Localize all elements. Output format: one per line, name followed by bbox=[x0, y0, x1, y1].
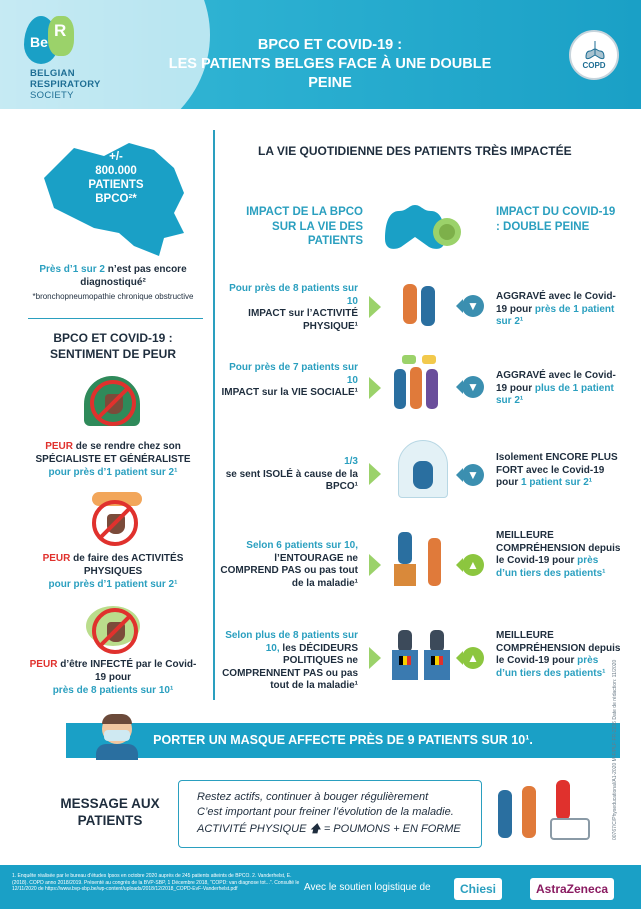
diagnosis-stat: Près d’1 sur 2 n’est pas encore diagnostiqué² bbox=[39, 264, 187, 288]
impact-row-4-right: MEILLEURE COMPRÉHENSION depuis le Covid-19 pour près d’un tiers des patients¹ bbox=[496, 530, 621, 579]
fear-infection: PEUR d’être INFECTÉ par le Covid-19 pour près de 8 patients sur 10¹ bbox=[29, 659, 197, 696]
impact-row-2-right: AGGRAVÉ avec le Covid-19 pour plus de 1 patient sur 2¹ bbox=[496, 370, 616, 406]
thumbs-up-icon: ▲ bbox=[462, 647, 484, 669]
legal-code: 00767/C/Physeducational/A1-2020 M-F/PLF FR-2236 Date de rédaction: 11/2020 bbox=[612, 659, 618, 840]
fear-specialist: PEUR de se rendre chez son SPÉCIALISTE ET GÉNÉRALISTE pour près d’1 patient sur 2¹ bbox=[35, 441, 191, 478]
thumbs-down-icon: ▼ bbox=[462, 376, 484, 398]
daily-life-heading: LA VIE QUOTIDIENNE DES PATIENTS TRÈS IMPACTÉE bbox=[258, 144, 572, 158]
impact-row-2-left: Pour près de 7 patients sur 10 IMPACT sur la VIE SOCIALE¹ bbox=[221, 362, 358, 398]
page-title: BPCO ET COVID-19 : LES PATIENTS BELGES FACE À UNE DOUBLE PEINE bbox=[168, 37, 492, 91]
masked-person-illustration bbox=[96, 714, 138, 760]
impact-row-5-left: Selon plus de 8 patients sur 10, les DÉCIDEURS POLITIQUES ne COMPRENNENT PAS ou pas tout de la maladie¹ bbox=[222, 630, 358, 691]
arrow-right-icon bbox=[369, 647, 381, 669]
column-divider bbox=[213, 130, 215, 700]
logo-text: BELGIAN RESPIRATORY SOCIETY bbox=[30, 68, 101, 101]
fear-activity: PEUR de faire des ACTIVITÉS PHYSIQUES pour près d’1 patient sur 2¹ bbox=[42, 553, 184, 590]
mask-banner: PORTER UN MASQUE AFFECTE PRÈS DE 9 PATIENTS SUR 10¹. bbox=[66, 723, 620, 758]
message-title: MESSAGE AUX PATIENTS bbox=[60, 796, 160, 828]
bpco-impact-heading: IMPACT DE LA BPCO SUR LA VIE DES PATIENTS bbox=[246, 206, 363, 247]
left-divider bbox=[28, 318, 203, 319]
footnote-bpco: *bronchopneumopathie chronique obstructive bbox=[32, 292, 194, 301]
stop-hand-icon bbox=[107, 622, 125, 642]
logo-be-drop: Be bbox=[24, 16, 58, 64]
arrow-right-icon bbox=[369, 554, 381, 576]
impact-row-1-right: AGGRAVÉ avec le Covid-19 pour près de 1 patient sur 2¹ bbox=[496, 291, 616, 327]
copd-badge: COPD bbox=[569, 30, 619, 80]
arrow-right-icon bbox=[369, 463, 381, 485]
arrow-right-icon bbox=[369, 296, 381, 318]
impact-row-3-right: Isolement ENCORE PLUS FORT avec le Covid-19 pour 1 patient sur 2¹ bbox=[496, 452, 618, 488]
impact-row-1-left: Pour près de 8 patients sur 10 IMPACT sur l’ACTIVITÉ PHYSIQUE¹ bbox=[229, 283, 358, 332]
lungs-icon bbox=[584, 39, 606, 61]
ban-icon bbox=[92, 500, 138, 546]
politicians-illustration bbox=[392, 630, 452, 682]
isolated-person-illustration bbox=[398, 440, 448, 498]
stop-hand-icon bbox=[107, 514, 125, 534]
astrazeneca-logo: AstraZeneca bbox=[530, 878, 614, 900]
arrow-right-icon bbox=[369, 377, 381, 399]
lungs-virus-icon bbox=[375, 170, 470, 260]
impact-row-4-left: Selon 6 patients sur 10, l’ENTOURAGE ne COMPREND PAS ou pas tout de la maladie¹ bbox=[220, 540, 358, 589]
ban-icon bbox=[92, 608, 138, 654]
fear-title: BPCO ET COVID-19 : SENTIMENT DE PEUR bbox=[49, 331, 176, 361]
thumbs-down-icon: ▼ bbox=[462, 295, 484, 317]
social-group-illustration bbox=[392, 355, 452, 413]
logo-r-drop: R bbox=[48, 16, 74, 56]
stop-hand-icon bbox=[105, 394, 123, 414]
active-people-illustration bbox=[494, 770, 606, 850]
ban-icon bbox=[90, 380, 136, 426]
support-text: Avec le soutien logistique de bbox=[304, 882, 431, 893]
impact-row-3-left: 1/3 se sent ISOLÉ à cause de la BPCO¹ bbox=[225, 456, 358, 492]
thumbs-up-icon: ▲ bbox=[462, 554, 484, 576]
walking-people-illustration bbox=[395, 282, 445, 330]
thumbs-down-icon: ▼ bbox=[462, 464, 484, 486]
footnotes: 1. Enquête réalisée par le bureau d’études Ipsos en octobre 2020 auprès de 245 patients atteints de BPCO. 2. Vanderhelst, E. (2018). COPD anno 2018/2019. Présenté au congrès de la BVP-SBP, 1 Décembre 2018, “COPD: van diagnose tot...”. Consulté le 12/11/2020 de https://www.bvp-sbp.be/wp-content/uploads/2018/12/2018_COPD-EvF-Vanderhelst.pdf bbox=[12, 873, 300, 892]
chiesi-logo: Chiesi bbox=[454, 878, 502, 900]
impact-row-5-right: MEILLEURE COMPRÉHENSION depuis le Covid-19 pour près d’un tiers des patients¹ bbox=[496, 630, 621, 679]
family-illustration bbox=[392, 528, 452, 588]
message-box: Restez actifs, continuer à bouger régulièrement C’est important pour freiner l’évolution de la maladie. ACTIVITÉ PHYSIQUE 🡅 = POUMONS + EN FORME bbox=[178, 780, 482, 848]
covid-impact-heading: IMPACT DU COVID-19 : DOUBLE PEINE bbox=[496, 206, 616, 233]
patients-count: +/- 800.000 PATIENTS BPCO²* bbox=[88, 151, 144, 205]
header-banner bbox=[0, 0, 641, 109]
brs-logo bbox=[20, 16, 130, 101]
